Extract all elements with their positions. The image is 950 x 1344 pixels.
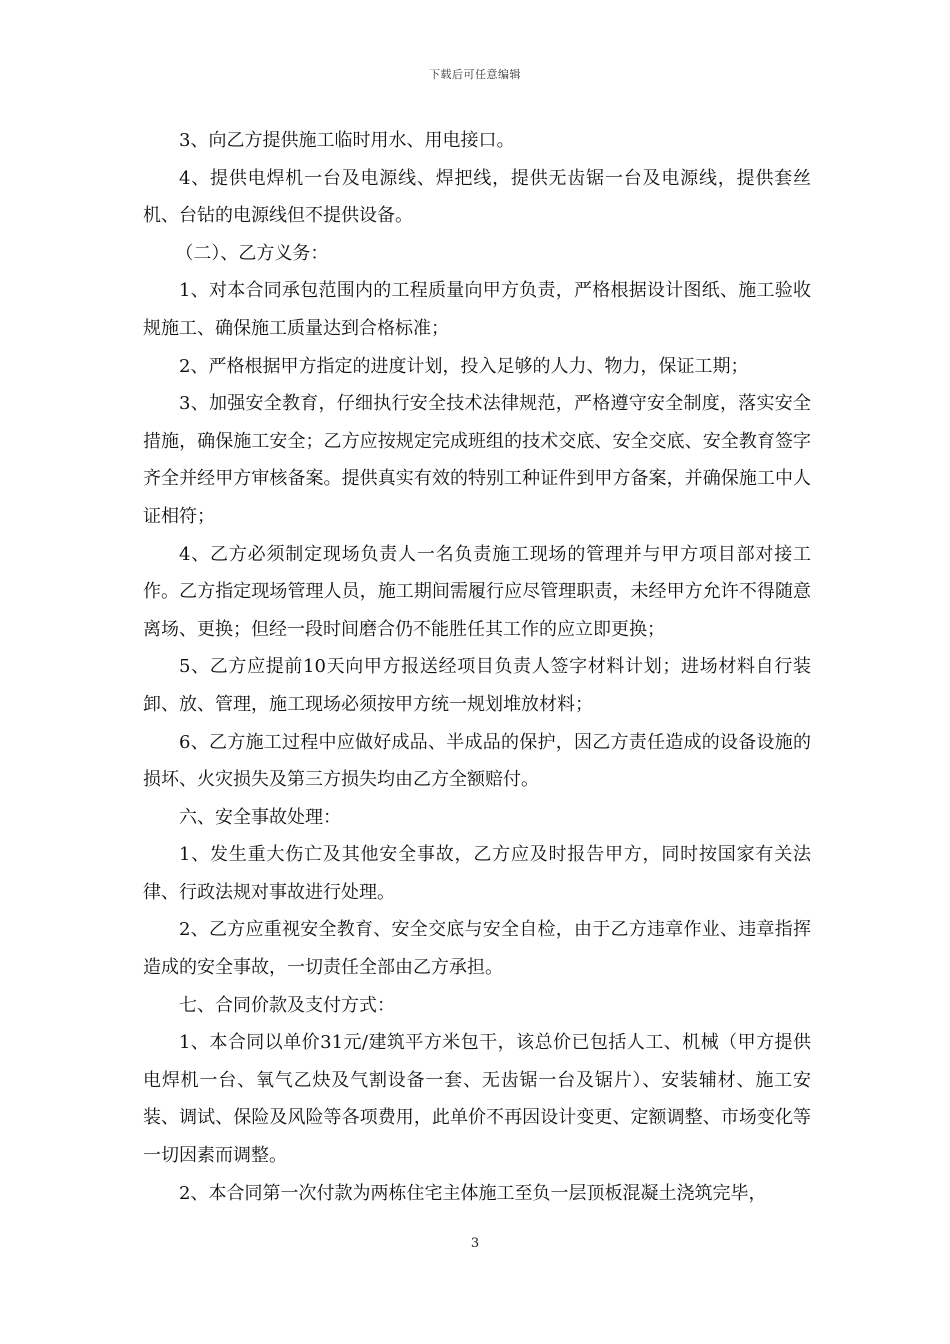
page-number: 3 [470,1236,480,1251]
section-heading-safety-accidents: 六、安全事故处理： [179,806,341,828]
paragraph-party-b-duty-2: 2、严格根据甲方指定的进度计划，投入足够的人力、物力，保证工期； [179,355,749,377]
paragraph-party-b-duty-5: 5、乙方应提前10天向甲方报送经项目负责人签字材料计划；进场材料自行装卸、放、管理，施工现场必须按甲方统一规划堆放材料； [143,656,811,715]
page-header: 下载后可任意编辑 [429,68,521,81]
paragraph-price-1: 1、本合同以单价31元/建筑平方米包干，该总价已包括人工、机械（甲方提供电焊机一台、氧气乙炔及气割设备一套、无齿锯一台及锯片）、安装辅材、施工安装、调试、保险及风险等各项费用，此单价不再因设计变更、定额调整、市场变化等一切因素而调整。 [143,1032,811,1167]
section-heading-party-b-duties: （二）、乙方义务： [175,242,329,264]
paragraph-party-b-duty-3: 3、加强安全教育，仔细执行安全技术法律规范，严格遵守安全制度，落实安全措施，确保施工安全；乙方应按规定完成班组的技术交底、安全交底、安全教育签字齐全并经甲方审核备案。提供真实有效的特别工种证件到甲方备案，并确保施工中人证相符； [143,393,811,527]
paragraph-safety-2: 2、乙方应重视安全教育、安全交底与安全自检，由于乙方违章作业、违章指挥造成的安全事故，一切责任全部由乙方承担。 [143,919,811,979]
paragraph-party-a-duty-4: 4、提供电焊机一台及电源线、焊把线，提供无齿锯一台及电源线，提供套丝机、台钻的电源线但不提供设备。 [143,167,811,227]
paragraph-safety-1: 1、发生重大伤亡及其他安全事故，乙方应及时报告甲方，同时按国家有关法律、行政法规对事故进行处理。 [143,844,811,903]
paragraph-price-2: 2、本合同第一次付款为两栋住宅主体施工至负一层顶板混凝土浇筑完毕， [179,1182,767,1204]
section-heading-price-payment: 七、合同价款及支付方式： [179,994,395,1016]
paragraph-party-b-duty-4: 4、乙方必须制定现场负责人一名负责施工现场的管理并与甲方项目部对接工作。乙方指定现场管理人员，施工期间需履行应尽管理职责，未经甲方允许不得随意离场、更换；但经一段时间磨合仍不能胜任其工作的应立即更换； [143,543,811,640]
paragraph-party-b-duty-1: 1、对本合同承包范围内的工程质量向甲方负责，严格根据设计图纸、施工验收规施工、确保施工质量达到合格标准； [143,280,811,339]
paragraph-party-b-duty-6: 6、乙方施工过程中应做好成品、半成品的保护，因乙方责任造成的设备设施的损坏、火灾损失及第三方损失均由乙方全额赔付。 [143,731,811,791]
document-body [143,122,811,1212]
paragraph-party-a-duty-3: 3、向乙方提供施工临时用水、用电接口。 [179,130,515,151]
